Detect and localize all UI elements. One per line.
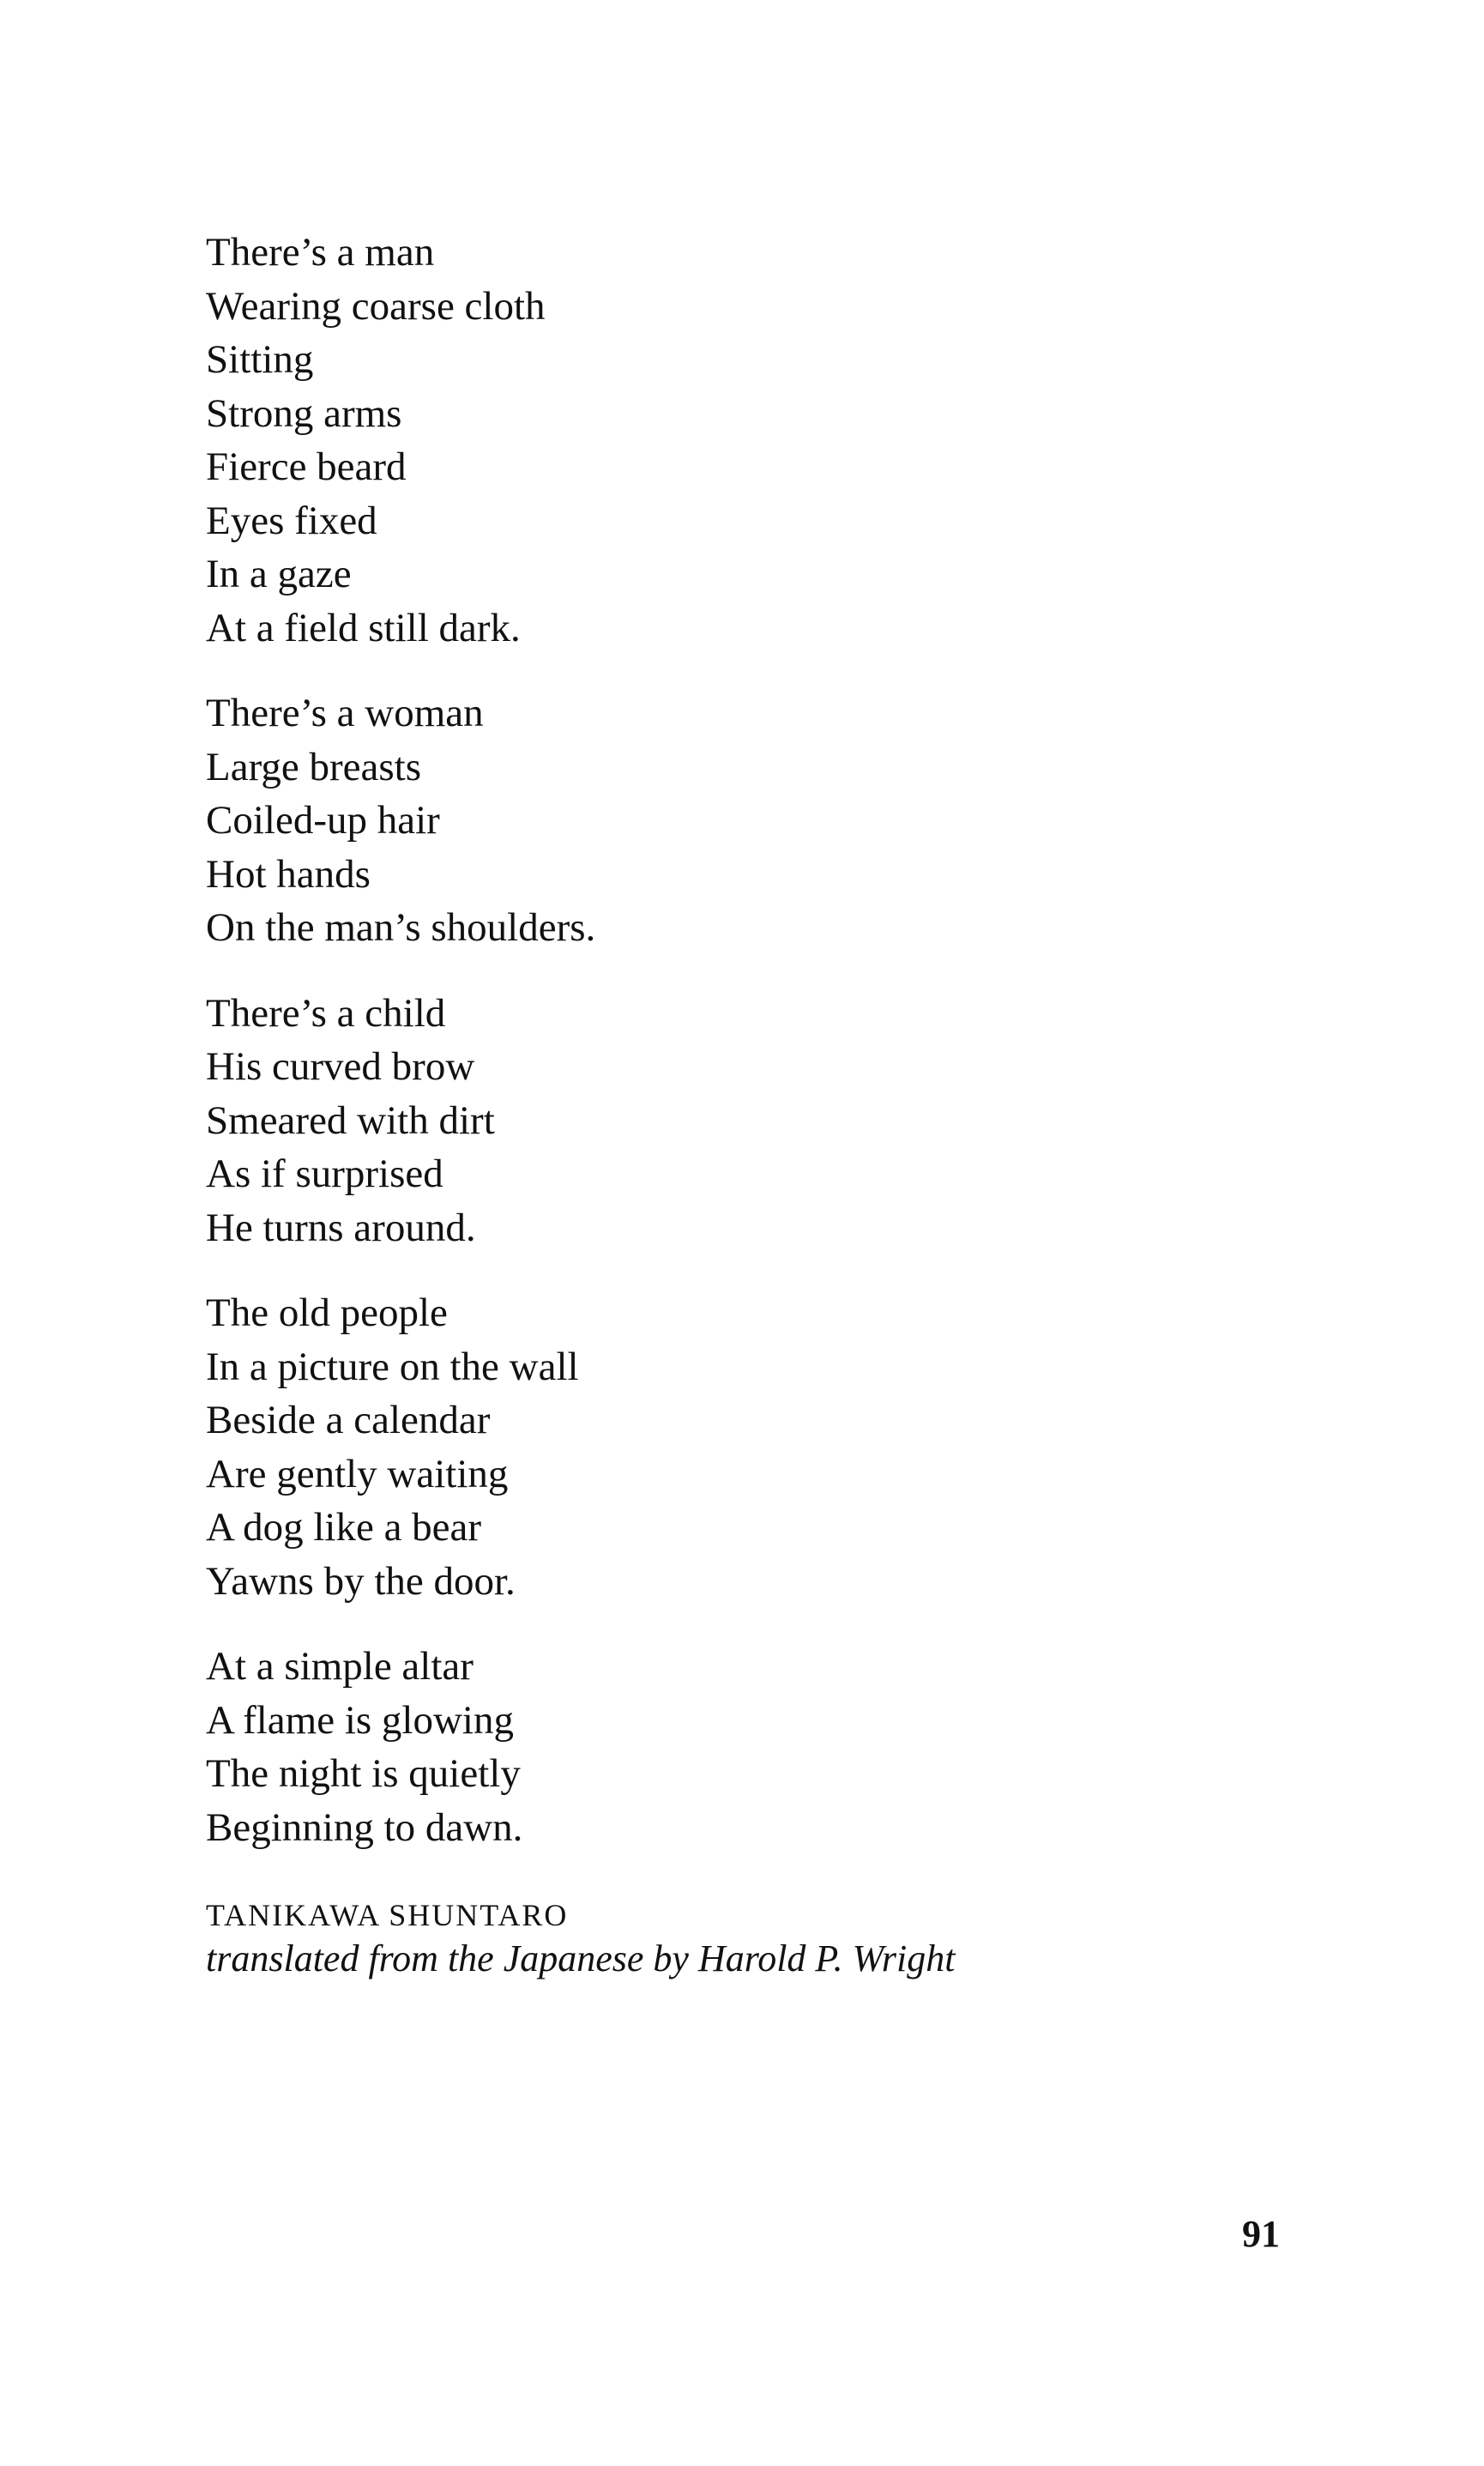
poem-line: Sitting xyxy=(206,337,314,382)
poem-line: At a field still dark. xyxy=(206,605,521,650)
attribution xyxy=(206,1895,1321,1982)
poem-line: In a gaze xyxy=(206,552,352,596)
stanza-4 xyxy=(206,1286,1321,1608)
translator-credit: translated from the Japanese by Harold P. Wright xyxy=(206,1937,956,1979)
page-number: 91 xyxy=(1242,2213,1280,2255)
poem-line: The night is quietly xyxy=(206,1751,521,1796)
poem-line: Smeared with dirt xyxy=(206,1097,495,1143)
author-name: TANIKAWA SHUNTARO xyxy=(206,1898,569,1932)
poem-line: His curved brow xyxy=(206,1044,475,1089)
poem-line: Hot hands xyxy=(206,851,371,897)
poem-line: Coiled-up hair xyxy=(206,798,440,843)
poem-line: Beside a calendar xyxy=(206,1398,491,1442)
poem-line: As if surprised xyxy=(206,1151,443,1196)
poem-line: At a simple altar xyxy=(206,1644,474,1689)
poem-line: Large breasts xyxy=(206,744,421,789)
poem xyxy=(206,226,1321,1886)
stanza-5 xyxy=(206,1640,1321,1854)
poem-line: Beginning to dawn. xyxy=(206,1804,523,1850)
stanza-3 xyxy=(206,987,1321,1255)
poem-line: He turns around. xyxy=(206,1205,476,1250)
poem-line: Wearing coarse cloth xyxy=(206,283,546,329)
poem-line: A flame is glowing xyxy=(206,1697,514,1743)
poem-line: Yawns by the door. xyxy=(206,1558,516,1604)
stanza-2 xyxy=(206,686,1321,955)
poem-line: A dog like a bear xyxy=(206,1505,482,1550)
poem-line: Fierce beard xyxy=(206,444,407,489)
poem-line: Eyes fixed xyxy=(206,498,377,543)
poem-line: There’s a woman xyxy=(206,691,484,735)
poem-line: Strong arms xyxy=(206,390,402,436)
stanza-1 xyxy=(206,226,1321,655)
poem-line: Are gently waiting xyxy=(206,1451,509,1496)
poem-line: There’s a man xyxy=(206,230,435,275)
poem-line: In a picture on the wall xyxy=(206,1344,579,1389)
poem-line: On the man’s shoulders. xyxy=(206,905,596,950)
poem-line: The old people xyxy=(206,1290,448,1335)
poem-line: There’s a child xyxy=(206,990,446,1036)
